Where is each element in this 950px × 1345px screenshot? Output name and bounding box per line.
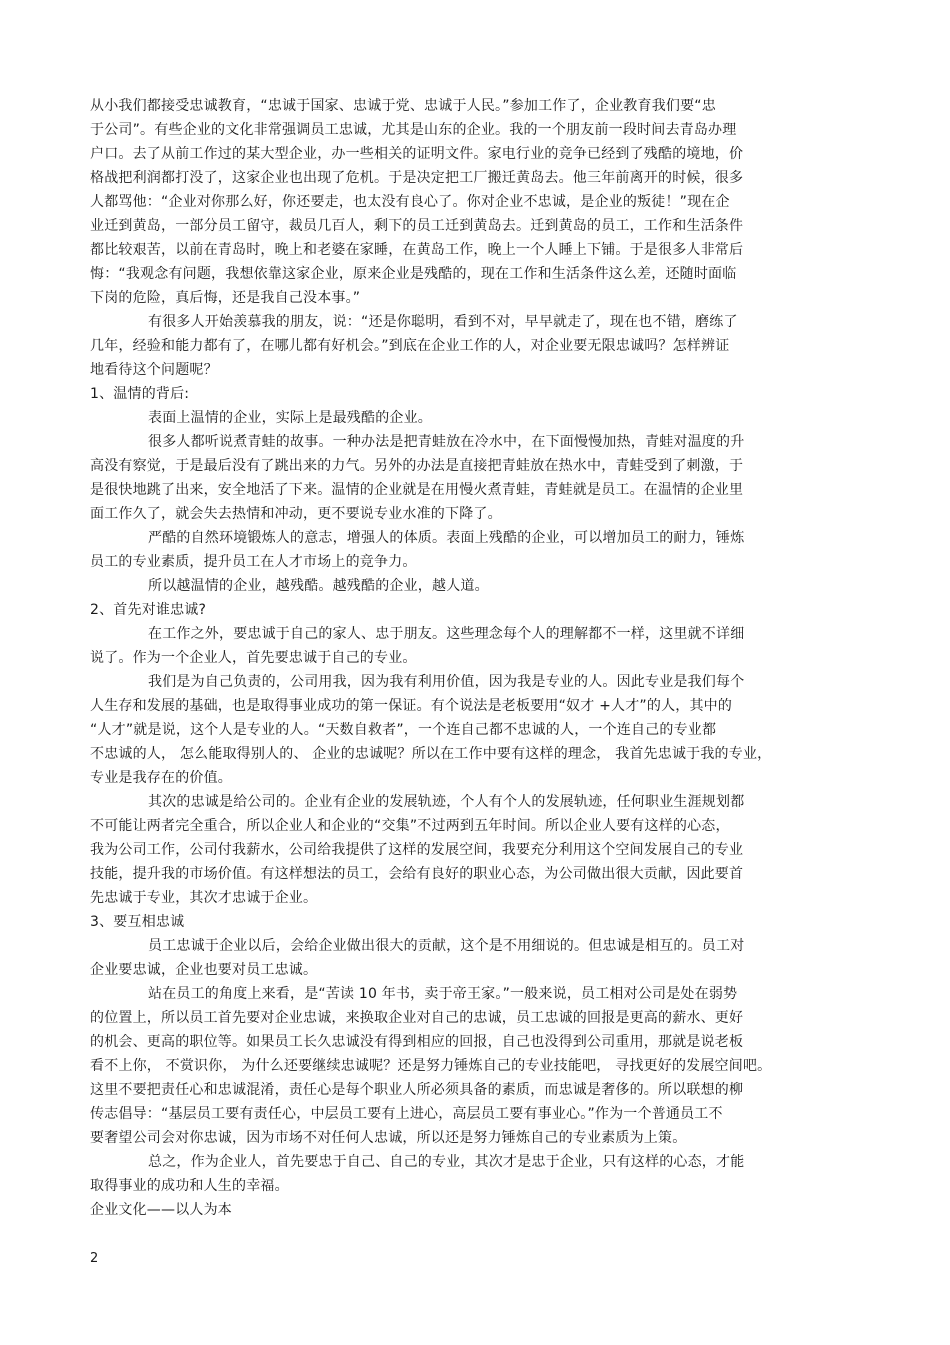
- text-line: 户口。去了从前工作过的某大型企业，办一些相关的证明文件。家电行业的竞争已经到了残酷的境地，价: [90, 146, 744, 162]
- section-heading: 企业文化——以人为本: [90, 1202, 232, 1218]
- text-line: 严酷的自然环境锻炼人的意志，增强人的体质。表面上残酷的企业，可以增加员工的耐力，锤炼: [148, 530, 745, 546]
- page-number: 2: [90, 1251, 99, 1266]
- text-line: 传志倡导：“基层员工要有责任心，中层员工要有上进心，高层员工要有事业心。”作为一个普通员工不: [90, 1106, 723, 1122]
- text-line: 从小我们都接受忠诚教育，“忠诚于国家、忠诚于党、忠诚于人民。”参加工作了，企业教育我们要“忠: [90, 98, 716, 114]
- text-line: 企业要忠诚，企业也要对员工忠诚。: [90, 962, 318, 978]
- text-line: 是很快地跳了出来，安全地活了下来。温情的企业就是在用慢火煮青蛙，青蛙就是员工。在温情的企业里: [90, 482, 744, 498]
- text-line: 不可能让两者完全重合，所以企业人和企业的“交集”不过两到五年时间。所以企业人要有这样的心态，: [90, 818, 730, 834]
- text-line: 地看待这个问题呢？: [90, 362, 218, 378]
- text-line: 几年，经验和能力都有了，在哪儿都有好机会。”到底在企业工作的人，对企业要无限忠诚吗？怎样辨证: [90, 338, 730, 354]
- text-line: 都比较艰苦，以前在青岛时，晚上和老婆在家睡，在黄岛工作，晚上一个人睡上下铺。于是很多人非常后: [90, 242, 744, 258]
- text-line: 人生存和发展的基础，也是取得事业成功的第一保证。有个说法是老板要用“奴才 +人才”的人，其中的: [90, 698, 733, 714]
- text-line: 员工的专业素质，提升员工在人才市场上的竞争力。: [90, 554, 417, 570]
- text-line: 有很多人开始羡慕我的朋友，说：“还是你聪明，看到不对，早早就走了，现在也不错，磨练了: [148, 314, 738, 330]
- text-line: 格战把利润都打没了，这家企业也出现了危机。于是决定把工厂搬迁黄岛去。他三年前离开的时候，很多: [90, 170, 744, 186]
- text-line: 技能，提升我的市场价值。有这样想法的员工，会给有良好的职业心态，为公司做出很大贡献，因此要首: [90, 866, 744, 882]
- text-line: 高没有察觉，于是最后没有了跳出来的力气。另外的办法是直接把青蛙放在热水中，青蛙受到了刺激，于: [90, 458, 744, 474]
- text-line: 面工作久了，就会失去热情和冲动，更不要说专业水准的下降了。: [90, 506, 502, 522]
- text-line: 表面上温情的企业，实际上是最残酷的企业。: [148, 410, 432, 426]
- text-line: 的位置上，所以员工首先要对企业忠诚，来换取企业对自己的忠诚，员工忠诚的回报是更高的薪水、更好: [90, 1010, 744, 1026]
- text-line: 很多人都听说煮青蛙的故事。一种办法是把青蛙放在冷水中，在下面慢慢加热，青蛙对温度的升: [148, 434, 745, 450]
- text-line: 要奢望公司会对你忠诚，因为市场不对任何人忠诚，所以还是努力锤炼自己的专业素质为上策。: [90, 1130, 687, 1146]
- text-line: 其次的忠诚是给公司的。企业有企业的发展轨迹，个人有个人的发展轨迹，任何职业生涯规划都: [148, 794, 745, 810]
- text-line: 看不上你， 不赏识你， 为什么还要继续忠诚呢？还是努力锤炼自己的专业技能吧， 寻找更好的发展空间吧。: [90, 1058, 772, 1074]
- text-line: 不忠诚的人， 怎么能取得别人的、 企业的忠诚呢？所以在工作中要有这样的理念， 我首先忠诚于我的专业，: [90, 746, 772, 762]
- text-line: 于公司”。有些企业的文化非常强调员工忠诚，尤其是山东的企业。我的一个朋友前一段时间去青岛办理: [90, 122, 737, 138]
- text-line: 业迁到黄岛，一部分员工留守，裁员几百人，剩下的员工迁到黄岛去。迁到黄岛的员工，工作和生活条件: [90, 218, 744, 234]
- text-line: 人都骂他：“企业对你那么好，你还要走，也太没有良心了。你对企业不忠诚，是企业的叛徒！”现在企: [90, 194, 730, 210]
- text-line: 在工作之外，要忠诚于自己的家人、忠于朋友。这些理念每个人的理解都不一样，这里就不详细: [148, 626, 745, 642]
- text-line: 的机会、更高的职位等。如果员工长久忠诚没有得到相应的回报，自己也没得到公司重用，那就是说老板: [90, 1034, 744, 1050]
- text-line: 我为公司工作，公司付我薪水，公司给我提供了这样的发展空间，我要充分利用这个空间发展自己的专业: [90, 842, 744, 858]
- text-line: 这里不要把责任心和忠诚混淆，责任心是每个职业人所必须具备的素质，而忠诚是奢侈的。所以联想的柳: [90, 1082, 744, 1098]
- text-line: 悔：“我观念有问题，我想依靠这家企业，原来企业是残酷的，现在工作和生活条件这么差，还随时面临: [90, 266, 737, 282]
- text-line: 取得事业的成功和人生的幸福。: [90, 1178, 289, 1194]
- text-line: 我们是为自己负责的，公司用我，因为我有利用价值，因为我是专业的人。因此专业是我们每个: [148, 674, 745, 690]
- section-heading: 2、首先对谁忠诚?: [90, 602, 207, 618]
- text-line: 先忠诚于专业，其次才忠诚于企业。: [90, 890, 318, 906]
- section-heading: 1、温情的背后:: [90, 386, 190, 402]
- text-line: “人才”就是说，这个人是专业的人。“天数自救者”，一个连自己都不忠诚的人，一个连自己的专业都: [90, 722, 717, 738]
- text-line: 站在员工的角度上来看，是“苦读 10 年书，卖于帝王家。”一般来说，员工相对公司是处在弱势: [148, 986, 738, 1002]
- text-line: 所以越温情的企业，越残酷。越残酷的企业，越人道。: [148, 578, 489, 594]
- section-heading: 3、要互相忠诚: [90, 914, 185, 930]
- text-line: 总之，作为企业人，首先要忠于自己、自己的专业，其次才是忠于企业，只有这样的心态，才能: [148, 1154, 745, 1170]
- text-line: 下岗的危险，真后悔，还是我自己没本事。”: [90, 290, 361, 306]
- text-line: 专业是我存在的价值。: [90, 770, 232, 786]
- text-line: 员工忠诚于企业以后，会给企业做出很大的贡献，这个是不用细说的。但忠诚是相互的。员工对: [148, 938, 745, 954]
- text-line: 说了。作为一个企业人，首先要忠诚于自己的专业。: [90, 650, 417, 666]
